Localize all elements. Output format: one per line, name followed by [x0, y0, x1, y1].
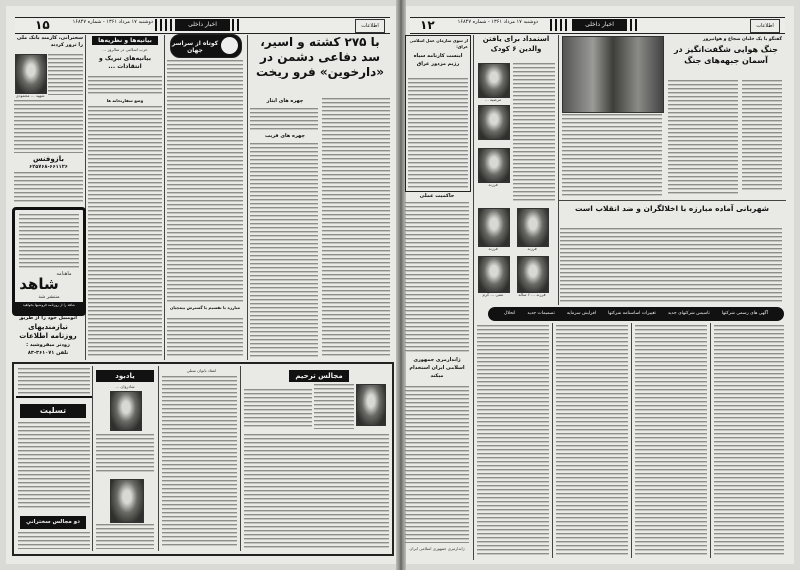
obituaries-box [12, 362, 394, 556]
dateline: دوشنبه ۱۷ مرداد ۱۳۶۱ - شماره ۱۶۸۴۷ [72, 19, 153, 25]
article-text [250, 108, 318, 130]
ads-banner-item: تغییرات اساسنامه شرکتها [608, 311, 656, 317]
condolence-title: تسلیت [20, 404, 86, 418]
ad-text [19, 214, 79, 269]
classified-line: روزنامه اطلاعات [19, 332, 77, 340]
shahed-ad [12, 207, 86, 316]
assassination-headline: سخنرانی، کارمند بانک ملی را ترور کردند [16, 35, 83, 48]
section-label: اخبار داخلی [175, 19, 230, 31]
child-photo [478, 208, 510, 247]
statements-text [88, 76, 162, 96]
header-stripes [630, 19, 640, 31]
police-text [560, 228, 782, 304]
police-headline: شهربانی آماده مبارزه با اخلالگران و ضد انقلاب است [574, 204, 770, 213]
ads-banner [488, 307, 784, 321]
section-rule [558, 200, 786, 201]
main-headline: با ۲۷۵ کشته و اسیر، سد دفاعی دشمن در «دارخوین» فرو ریخت [255, 35, 385, 79]
classified-line: زودتر میفروشید : [26, 342, 70, 348]
legal-ads-column [477, 325, 549, 555]
subhead: چهره های ایثار [266, 98, 304, 104]
children-headline: استمداد برای یافتن والدین ۶ کودک [482, 35, 550, 53]
statements-subtitle: حزب اسلامی در سالروز ... [102, 47, 148, 52]
memorial-photo [356, 384, 386, 426]
iraq-box [405, 35, 471, 192]
remembrance-photo-2 [110, 479, 144, 523]
child-photo [478, 63, 510, 98]
column-headline: مبارزه با تقسیم یا گسترش بیمچیان [169, 305, 241, 310]
shahed-title: شاهد [19, 275, 59, 293]
world-news-title: کوتاه از سراسر جهان [171, 40, 219, 54]
statements-subhead: وضع سفارتخانه ها [106, 98, 144, 103]
section-label: اخبار داخلی [572, 19, 627, 31]
child-photo [517, 256, 549, 293]
statements-headline: بیانیه‌های تبریک و انتقادات ... [99, 55, 151, 70]
column-rule [247, 35, 248, 360]
pilot-text [668, 80, 738, 195]
dateline: دوشنبه ۱۷ مرداد ۱۳۶۱ - شماره ۱۶۸۴۷ [457, 19, 538, 25]
memorial-title: مجالس ترحیم [289, 370, 349, 382]
iraq-headline: اینست کارنامه سیاه رژیم مزدور عراق [413, 53, 463, 67]
child-photo [478, 105, 510, 140]
legal-ads-column [635, 325, 707, 555]
legal-ads-column [714, 325, 784, 555]
subhead: چهره های فریب [265, 133, 305, 139]
header-stripes [155, 19, 173, 31]
memorial-text [244, 389, 312, 429]
pilot-kicker: گفتگو با یک خلبان شجاع و هوانیروز [702, 37, 782, 42]
rule-headline: حاکمیت عملی [419, 193, 455, 199]
remembrance-text [96, 524, 154, 549]
shahed-footer: شاهد را از روزنامه فروشیها بخواهید [15, 302, 83, 313]
classified-line: نیازمندیهای [28, 323, 68, 331]
condolence-text [18, 368, 90, 394]
column-rule [240, 366, 241, 551]
section-rule [16, 396, 92, 398]
child-caption: فرزند [488, 182, 498, 187]
column-rule [92, 366, 93, 551]
children-text [513, 63, 555, 203]
gendarmerie-headline: ژاندارمری جمهوری اسلامی ایران استخدام میکند [409, 357, 465, 379]
baur-title: بازوفنس [33, 155, 64, 163]
pilot-headline: جنگ هوایی شگفت‌انگیز در آسمان جبهه‌های جنگ [673, 45, 779, 65]
statements-box-title: بیانیه‌ها و نظریه‌ها [92, 36, 158, 45]
shahed-pre: ماهنامه [56, 271, 72, 277]
article-text [48, 54, 83, 95]
notice-text [162, 376, 237, 548]
ads-banner-item: انحلال [503, 311, 516, 317]
victim-photo [15, 54, 47, 94]
iraq-kicker: از سوی سازمان عمل اسلامی عراق: [409, 38, 468, 49]
newspaper-logo: اطلاعات [750, 19, 780, 33]
article-text [322, 98, 390, 358]
remembrance-title: یادبود [96, 370, 154, 382]
iraq-text [408, 78, 468, 188]
child-caption: فرزند [527, 246, 537, 251]
world-news-box [170, 34, 242, 58]
page-number: ۱۵ [35, 18, 50, 32]
remembrance-photo [110, 391, 142, 431]
left-page-header [15, 17, 390, 34]
article-text [250, 143, 318, 358]
column-rule [473, 35, 474, 560]
article-text [14, 100, 83, 153]
memorial-text [244, 434, 389, 549]
statements-text [88, 106, 162, 358]
memorial-text [314, 384, 354, 429]
column-rule [558, 35, 559, 305]
speech-title: دو مجالس سختراني [20, 516, 86, 529]
child-caption: فرزند ... ۶ ساله [518, 292, 546, 297]
right-page-header [410, 17, 785, 34]
ads-banner-item: تصمیمات جدید [527, 311, 555, 317]
condolence-text [18, 422, 90, 510]
world-news-text [167, 60, 243, 302]
child-caption: مرضیه ... [484, 97, 502, 102]
column-rule [631, 323, 632, 558]
globe-icon [221, 37, 238, 54]
child-caption: عمی ... کرم [482, 292, 504, 297]
remembrance-caption: شادروان ... [115, 384, 135, 389]
ads-banner-item: افزایش سرمایه [566, 311, 597, 317]
child-photo [478, 256, 510, 293]
header-stripes [550, 19, 570, 31]
header-stripes [232, 19, 240, 31]
classified-line: تلفن ۳۶۱۰۷۱-۸۳ [27, 350, 69, 356]
legal-ads-column [556, 325, 628, 555]
pilots-photo [562, 36, 664, 113]
gendarmerie-footer: ژاندارمری جمهوری اسلامی ایران [409, 546, 465, 551]
column-rule [164, 35, 165, 360]
shahed-sub: منتشر شد [38, 294, 60, 300]
pilot-text [742, 80, 782, 190]
world-news-text [167, 318, 243, 358]
ads-banner-item: آگهی های رسمی شرکتها [721, 311, 768, 317]
child-photo [517, 208, 549, 247]
rule-text [405, 202, 469, 352]
column-rule [710, 323, 711, 558]
column-rule [158, 366, 159, 551]
speech-text [18, 532, 90, 549]
notice-heading: انتقاد بانوان ستلی [186, 368, 217, 373]
remembrance-text [96, 434, 154, 474]
pilot-text [562, 114, 662, 196]
child-caption: فرزند [488, 246, 498, 251]
article-text [14, 172, 83, 202]
ads-banner-item: تاسیس شرکتهای جدید [667, 311, 710, 317]
child-photo [478, 148, 510, 183]
column-rule [552, 323, 553, 558]
photo-caption: شهید ... محمودی [15, 93, 45, 98]
page-number: ۱۲ [420, 18, 435, 32]
newspaper-logo: اطلاعات [355, 19, 385, 33]
classified-line: اتومبیل خود را از طریق [18, 315, 78, 321]
gendarmerie-text [405, 386, 469, 543]
baur-phone: ۶۲۵۷۶۸-۶۶۱۱۲۶ [29, 164, 68, 170]
